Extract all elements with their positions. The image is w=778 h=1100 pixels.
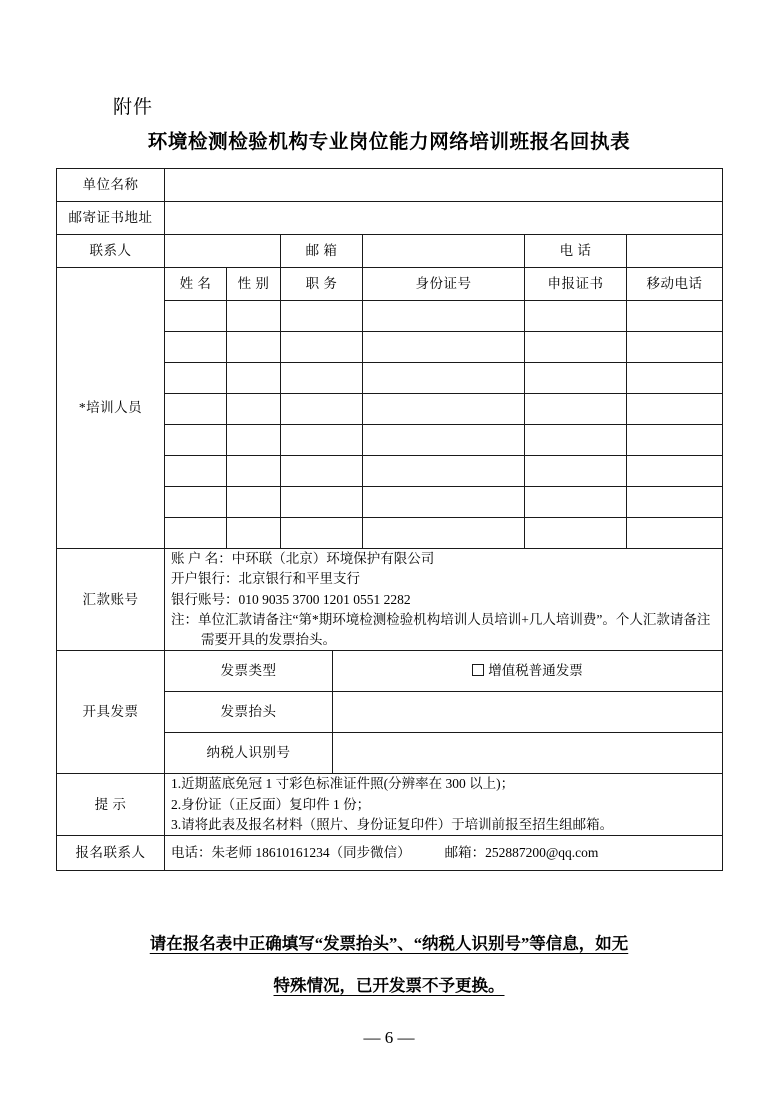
table-row-contact [57, 235, 723, 268]
invoice-title-label: 发票抬头 [165, 692, 333, 733]
trainee-cell-name[interactable] [165, 394, 227, 425]
footer-note-line-2: 特殊情况，已开发票不予更换。 [273, 976, 505, 995]
trainee-cell-id[interactable] [363, 363, 525, 394]
taxpayer-id-value[interactable] [333, 733, 723, 774]
trainee-cell-position[interactable] [281, 332, 363, 363]
trainee-cell-mobile[interactable] [627, 363, 723, 394]
remittance-label: 汇款账号 [57, 549, 165, 651]
remittance-account-number: 银行账号：010 9035 3700 1201 0551 2282 [171, 591, 411, 607]
trainee-cell-position[interactable] [281, 487, 363, 518]
trainee-cell-name[interactable] [165, 332, 227, 363]
mail-address-label: 邮寄证书地址 [57, 202, 165, 235]
table-row-tips [57, 774, 723, 836]
trainee-cell-mobile[interactable] [627, 332, 723, 363]
trainee-cell-gender[interactable] [227, 518, 281, 549]
trainee-cell-certificate[interactable] [525, 456, 627, 487]
trainee-cell-gender[interactable] [227, 301, 281, 332]
registration-form-table [56, 168, 723, 871]
signup-contact-email: 邮箱：252887200@qq.com [444, 844, 599, 860]
table-row-mail-address [57, 202, 723, 235]
trainee-cell-id[interactable] [363, 301, 525, 332]
mail-address-value[interactable] [165, 202, 723, 235]
invoice-label: 开具发票 [57, 651, 165, 774]
trainee-cell-id[interactable] [363, 425, 525, 456]
attachment-label: 附件 [113, 97, 154, 118]
trainee-cell-position[interactable] [281, 425, 363, 456]
tips-line-3: 3.请将此表及报名材料（照片、身份证复印件）于培训前报至招生组邮箱。 [171, 816, 614, 832]
trainee-cell-certificate[interactable] [525, 518, 627, 549]
remittance-note: 注：单位汇款请备注“第*期环境检测检验机构培训人员培训+几人培训费”。个人汇款请备注需要开具的发票抬头。 [171, 611, 711, 647]
invoice-type-option-label: 增值税普通发票 [488, 663, 583, 679]
trainee-cell-name[interactable] [165, 518, 227, 549]
trainee-header-name: 姓 名 [165, 268, 227, 301]
trainee-cell-position[interactable] [281, 394, 363, 425]
footer-note-line-1: 请在报名表中正确填写“发票抬头”、“纳税人识别号”等信息，如无 [149, 934, 629, 953]
trainee-cell-mobile[interactable] [627, 394, 723, 425]
trainee-cell-gender[interactable] [227, 487, 281, 518]
table-row-invoice-type [57, 651, 723, 692]
trainee-cell-certificate[interactable] [525, 425, 627, 456]
trainee-header-position: 职 务 [281, 268, 363, 301]
tips-label: 提 示 [57, 774, 165, 836]
trainee-cell-gender[interactable] [227, 363, 281, 394]
invoice-type-label: 发票类型 [165, 651, 333, 692]
tips-line-2: 2.身份证（正反面）复印件 1 份； [171, 796, 371, 812]
signup-contact-value [165, 836, 723, 871]
trainee-cell-name[interactable] [165, 301, 227, 332]
trainee-cell-name[interactable] [165, 363, 227, 394]
trainee-cell-certificate[interactable] [525, 332, 627, 363]
phone-label: 电 话 [525, 235, 627, 268]
trainee-cell-id[interactable] [363, 394, 525, 425]
trainee-cell-name[interactable] [165, 456, 227, 487]
trainee-cell-certificate[interactable] [525, 363, 627, 394]
trainee-cell-certificate[interactable] [525, 301, 627, 332]
checkbox-icon[interactable] [472, 664, 484, 676]
trainee-cell-id[interactable] [363, 456, 525, 487]
trainee-cell-name[interactable] [165, 487, 227, 518]
page-number: — 6 — [363, 1028, 415, 1047]
email-value[interactable] [363, 235, 525, 268]
trainee-cell-position[interactable] [281, 363, 363, 394]
trainee-cell-id[interactable] [363, 487, 525, 518]
signup-contact-phone: 电话：朱老师 18610161234（同步微信） [171, 844, 411, 860]
table-row-unit-name [57, 169, 723, 202]
trainee-cell-position[interactable] [281, 456, 363, 487]
phone-value[interactable] [627, 235, 723, 268]
table-row-signup-contact [57, 836, 723, 871]
invoice-title-value[interactable] [333, 692, 723, 733]
trainee-cell-gender[interactable] [227, 456, 281, 487]
tips-line-1: 1.近期蓝底免冠 1 寸彩色标准证件照(分辨率在 300 以上)； [171, 776, 515, 792]
remittance-account-name: 账 户 名：中环联（北京）环境保护有限公司 [171, 551, 435, 566]
trainee-cell-id[interactable] [363, 518, 525, 549]
trainee-cell-name[interactable] [165, 425, 227, 456]
trainee-header-gender: 性 别 [227, 268, 281, 301]
trainee-cell-mobile[interactable] [627, 425, 723, 456]
table-row-remittance [57, 549, 723, 651]
tips-content [165, 774, 723, 836]
contact-label: 联系人 [57, 235, 165, 268]
trainee-cell-mobile[interactable] [627, 487, 723, 518]
unit-name-value[interactable] [165, 169, 723, 202]
remittance-details [165, 549, 723, 651]
trainee-cell-gender[interactable] [227, 394, 281, 425]
trainee-cell-mobile[interactable] [627, 301, 723, 332]
email-label: 邮 箱 [281, 235, 363, 268]
trainee-cell-id[interactable] [363, 332, 525, 363]
trainee-cell-position[interactable] [281, 518, 363, 549]
trainee-cell-certificate[interactable] [525, 487, 627, 518]
trainee-header-id: 身份证号 [363, 268, 525, 301]
trainee-cell-mobile[interactable] [627, 456, 723, 487]
trainee-cell-mobile[interactable] [627, 518, 723, 549]
trainee-cell-gender[interactable] [227, 332, 281, 363]
remittance-bank: 开户银行：北京银行和平里支行 [171, 571, 360, 587]
trainee-cell-gender[interactable] [227, 425, 281, 456]
trainee-header-mobile: 移动电话 [627, 268, 723, 301]
table-row-trainee-headers [57, 268, 723, 301]
footer-note [0, 930, 778, 1014]
invoice-type-option[interactable] [333, 651, 723, 692]
trainee-cell-certificate[interactable] [525, 394, 627, 425]
signup-contact-label: 报名联系人 [57, 836, 165, 871]
trainee-label: *培训人员 [57, 268, 165, 549]
taxpayer-id-label: 纳税人识别号 [165, 733, 333, 774]
trainee-header-certificate: 申报证书 [525, 268, 627, 301]
page-title: 环境检测检验机构专业岗位能力网络培训班报名回执表 [147, 132, 631, 153]
trainee-cell-position[interactable] [281, 301, 363, 332]
contact-value[interactable] [165, 235, 281, 268]
unit-name-label: 单位名称 [57, 169, 165, 202]
